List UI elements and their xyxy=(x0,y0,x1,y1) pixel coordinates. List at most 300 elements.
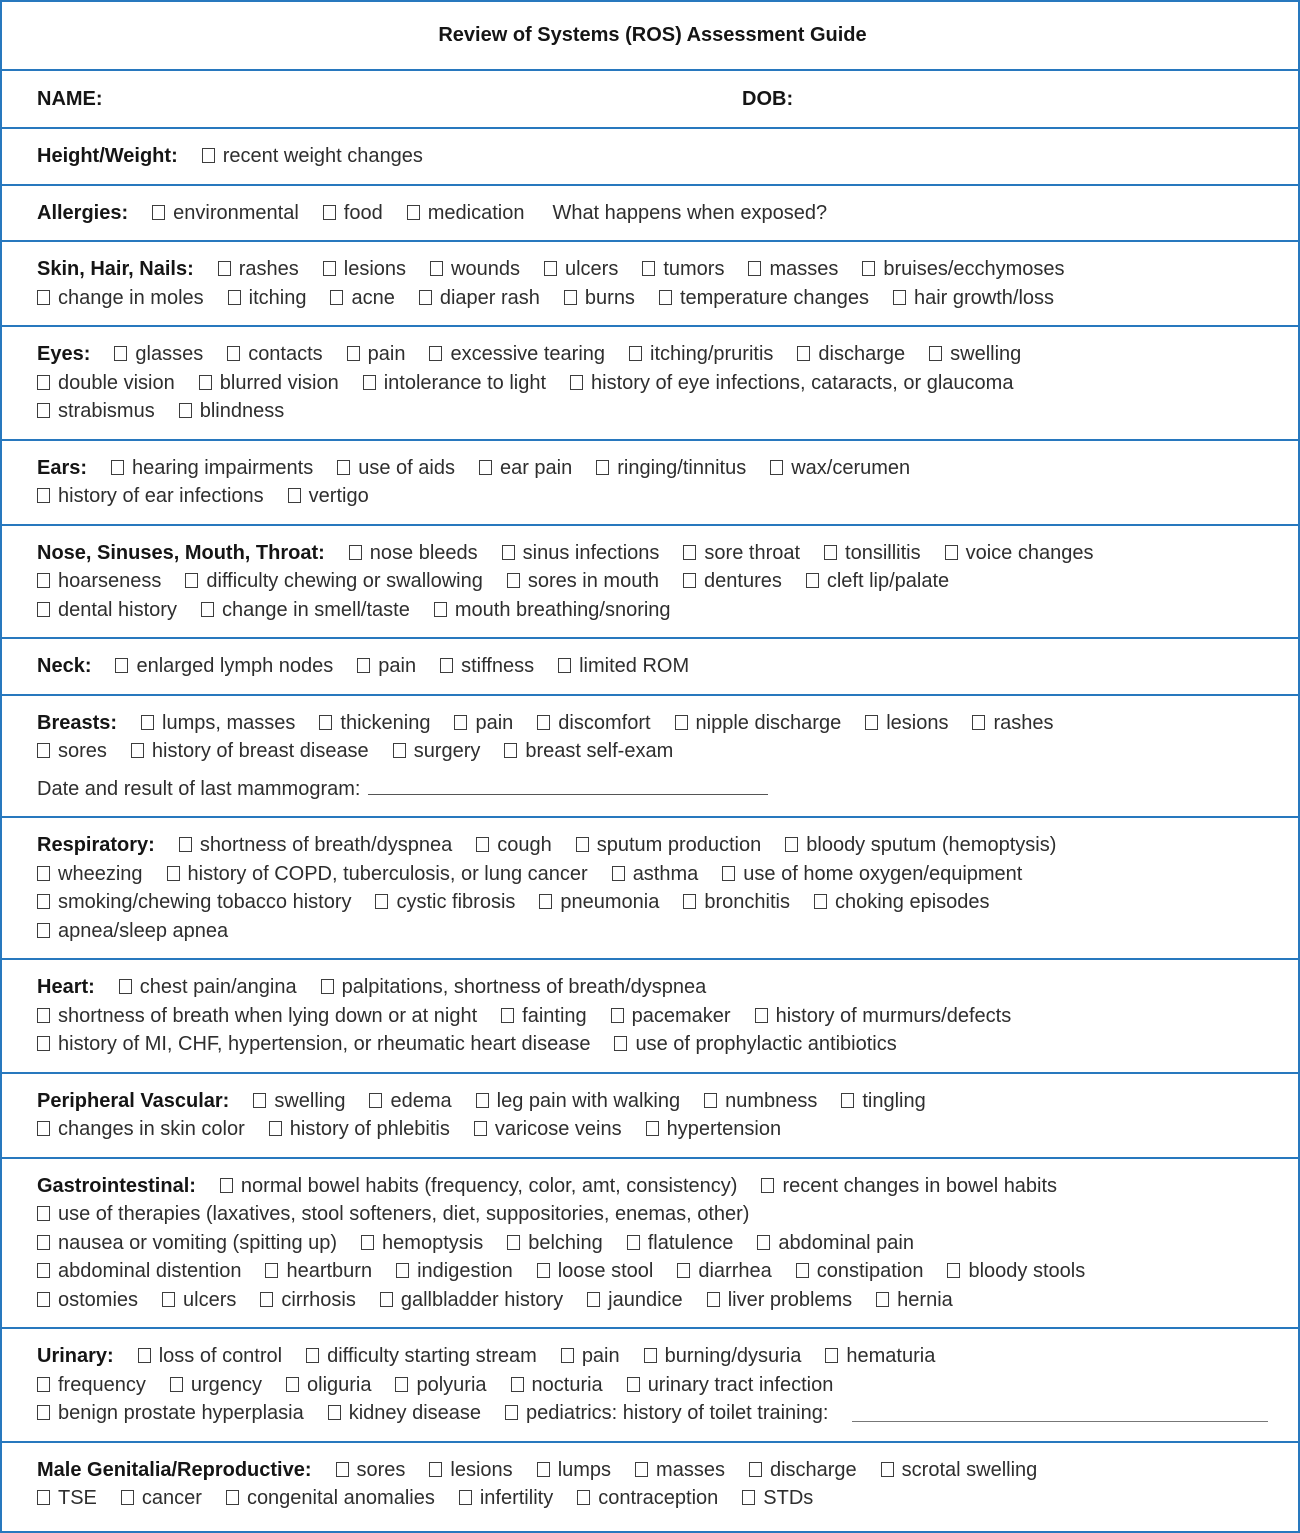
checkbox[interactable] xyxy=(627,1235,640,1250)
checkbox[interactable] xyxy=(797,346,810,361)
ros-item xyxy=(167,860,588,889)
checkbox[interactable] xyxy=(396,1263,409,1278)
checkbox[interactable] xyxy=(537,715,550,730)
checkbox[interactable] xyxy=(37,1235,50,1250)
item-label: stiffness xyxy=(461,655,535,677)
checkbox[interactable] xyxy=(37,1490,50,1505)
ros-item xyxy=(162,1286,236,1315)
ros-item xyxy=(806,567,949,596)
checkbox[interactable] xyxy=(862,261,875,276)
checkbox[interactable] xyxy=(162,1292,175,1307)
checkbox[interactable] xyxy=(115,658,128,673)
checkbox[interactable] xyxy=(419,290,432,305)
checkbox[interactable] xyxy=(635,1462,648,1477)
checkbox[interactable] xyxy=(361,1235,374,1250)
ros-item xyxy=(361,1229,483,1258)
checkbox[interactable] xyxy=(220,1178,233,1193)
checkbox[interactable] xyxy=(369,1093,382,1108)
checkbox-line xyxy=(37,199,1268,228)
checkbox[interactable] xyxy=(167,866,180,881)
checkbox-line xyxy=(37,917,1268,946)
item-label: asthma xyxy=(632,862,699,885)
checkbox[interactable] xyxy=(785,837,798,852)
item-label: bronchitis xyxy=(704,891,790,913)
checkbox[interactable] xyxy=(337,460,350,475)
item-label: ear pain xyxy=(499,456,573,479)
checkbox[interactable] xyxy=(683,894,696,909)
ros-item xyxy=(37,1229,337,1258)
ros-item xyxy=(476,1087,680,1116)
checkbox[interactable] xyxy=(507,573,520,588)
checkbox[interactable] xyxy=(253,1093,266,1108)
checkbox[interactable] xyxy=(323,261,336,276)
ros-item xyxy=(138,1342,282,1371)
checkbox-line xyxy=(37,709,1268,738)
checkbox-line xyxy=(37,1371,1268,1400)
checkbox[interactable] xyxy=(347,346,360,361)
ros-item xyxy=(227,340,322,369)
item-label: history of phlebitis xyxy=(289,1118,450,1140)
item-label: smoking/chewing tobacco history xyxy=(58,891,352,913)
checkbox[interactable] xyxy=(37,1263,50,1278)
checkbox[interactable] xyxy=(476,837,489,852)
item-label: swelling xyxy=(950,343,1022,365)
checkbox[interactable] xyxy=(757,1235,770,1250)
checkbox[interactable] xyxy=(37,1405,50,1420)
ros-item xyxy=(111,454,313,483)
checkbox[interactable] xyxy=(587,1292,600,1307)
item-label: cough xyxy=(497,834,552,856)
ros-item xyxy=(476,831,552,860)
checkbox[interactable] xyxy=(893,290,906,305)
item-label: flatulence xyxy=(647,1231,734,1254)
item-label: numbness xyxy=(725,1089,818,1112)
checkbox[interactable] xyxy=(179,837,192,852)
checkbox-line xyxy=(37,1200,1268,1229)
checkbox-line xyxy=(37,596,1268,625)
checkbox[interactable] xyxy=(642,261,655,276)
ros-item xyxy=(814,888,990,917)
item-label: indigestion xyxy=(417,1260,513,1282)
item-label: temperature changes xyxy=(679,286,869,309)
item-label: oliguria xyxy=(307,1373,372,1396)
ros-item xyxy=(269,1115,450,1144)
ros-item xyxy=(306,1342,537,1371)
checkbox[interactable] xyxy=(629,346,642,361)
checkbox[interactable] xyxy=(770,460,783,475)
checkbox[interactable] xyxy=(429,346,442,361)
checkbox[interactable] xyxy=(37,1121,50,1136)
item-label: bloody stools xyxy=(968,1260,1086,1282)
checkbox[interactable] xyxy=(876,1292,889,1307)
item-label: itching xyxy=(248,286,307,309)
ros-item xyxy=(321,973,707,1002)
item-label: gallbladder history xyxy=(400,1288,564,1311)
ros-item xyxy=(504,737,673,766)
ros-item xyxy=(218,255,299,284)
checkbox[interactable] xyxy=(749,1462,762,1477)
checkbox[interactable] xyxy=(269,1121,282,1136)
item-label: tonsillitis xyxy=(845,541,921,564)
checkbox[interactable] xyxy=(37,743,50,758)
item-label: discharge xyxy=(818,343,906,365)
item-label: lesions xyxy=(450,1458,513,1481)
ros-item xyxy=(570,369,1013,398)
item-label: voice changes xyxy=(965,541,1094,564)
checkbox[interactable] xyxy=(929,346,942,361)
checkbox[interactable] xyxy=(37,1206,50,1221)
checkbox[interactable] xyxy=(454,715,467,730)
checkbox[interactable] xyxy=(611,1008,624,1023)
checkbox[interactable] xyxy=(37,923,50,938)
checkbox[interactable] xyxy=(502,545,515,560)
item-label: history of eye infections, cataracts, or glaucoma xyxy=(591,371,1014,394)
item-label: history of breast disease xyxy=(151,740,369,762)
checkbox[interactable] xyxy=(407,205,420,220)
checkbox[interactable] xyxy=(544,261,557,276)
checkbox[interactable] xyxy=(375,894,388,909)
checkbox[interactable] xyxy=(501,1008,514,1023)
ros-item xyxy=(862,255,1064,284)
checkbox[interactable] xyxy=(37,894,50,909)
item-label: lesions xyxy=(343,258,407,280)
section-label: Skin, Hair, Nails: xyxy=(37,258,194,280)
checkbox[interactable] xyxy=(138,1348,151,1363)
item-label: scrotal swelling xyxy=(901,1458,1038,1481)
checkbox[interactable] xyxy=(646,1121,659,1136)
checkbox[interactable] xyxy=(323,205,336,220)
ros-item xyxy=(881,1456,1038,1485)
item-label: constipation xyxy=(816,1260,924,1282)
ros-item xyxy=(201,596,410,625)
checkbox[interactable] xyxy=(393,743,406,758)
checkbox[interactable] xyxy=(121,1490,134,1505)
checkbox[interactable] xyxy=(659,290,672,305)
item-label: double vision xyxy=(58,371,175,394)
checkbox[interactable] xyxy=(947,1263,960,1278)
item-label: sore throat xyxy=(704,541,801,564)
ros-item xyxy=(119,973,297,1002)
item-label: dental history xyxy=(58,598,177,621)
checkbox[interactable] xyxy=(612,866,625,881)
ros-item xyxy=(349,539,478,568)
checkbox[interactable] xyxy=(564,290,577,305)
ros-item xyxy=(561,1342,620,1371)
section-label: Nose, Sinuses, Mouth, Throat: xyxy=(37,541,325,564)
checkbox[interactable] xyxy=(357,658,370,673)
checkbox[interactable] xyxy=(185,573,198,588)
checkbox[interactable] xyxy=(459,1490,472,1505)
section-label: Male Genitalia/Reproductive: xyxy=(37,1458,312,1481)
ros-item xyxy=(742,1484,813,1513)
checkbox[interactable] xyxy=(218,261,231,276)
checkbox[interactable] xyxy=(286,1377,299,1392)
ros-item xyxy=(357,652,416,681)
checkbox[interactable] xyxy=(576,837,589,852)
checkbox[interactable] xyxy=(511,1377,524,1392)
checkbox[interactable] xyxy=(434,602,447,617)
checkbox[interactable] xyxy=(561,1348,574,1363)
checkbox[interactable] xyxy=(814,894,827,909)
checkbox[interactable] xyxy=(199,375,212,390)
checkbox[interactable] xyxy=(330,290,343,305)
checkbox[interactable] xyxy=(627,1377,640,1392)
item-label: history of COPD, tuberculosis, or lung cancer xyxy=(187,862,588,885)
checkbox[interactable] xyxy=(349,545,362,560)
ros-item xyxy=(37,567,161,596)
checkbox-line xyxy=(37,831,1268,860)
item-label: bloody sputum (hemoptysis) xyxy=(806,834,1057,856)
ros-item xyxy=(226,1484,435,1513)
section-ears xyxy=(2,441,1298,526)
ros-item xyxy=(328,1399,481,1428)
ros-item xyxy=(629,340,773,369)
checkbox[interactable] xyxy=(319,715,332,730)
checkbox[interactable] xyxy=(504,743,517,758)
checkbox[interactable] xyxy=(476,1093,489,1108)
fill-in-label: Date and result of last mammogram: xyxy=(37,777,361,800)
checkbox[interactable] xyxy=(825,1348,838,1363)
item-label: acne xyxy=(351,286,395,309)
ros-item xyxy=(507,567,659,596)
checkbox[interactable] xyxy=(505,1405,518,1420)
ros-item xyxy=(37,1286,138,1315)
checkbox[interactable] xyxy=(37,602,50,617)
checkbox[interactable] xyxy=(119,979,132,994)
item-label: difficulty starting stream xyxy=(327,1345,537,1367)
checkbox[interactable] xyxy=(614,1036,627,1051)
ros-item xyxy=(319,709,430,738)
item-label: blindness xyxy=(199,400,285,422)
checkbox[interactable] xyxy=(265,1263,278,1278)
checkbox[interactable] xyxy=(596,460,609,475)
item-label: change in smell/taste xyxy=(221,598,410,621)
ros-item xyxy=(797,340,905,369)
checkbox[interactable] xyxy=(227,346,240,361)
ros-item xyxy=(179,831,452,860)
checkbox[interactable] xyxy=(260,1292,273,1307)
ros-item xyxy=(37,397,155,426)
item-label: shortness of breath/dyspnea xyxy=(199,834,453,856)
checkbox[interactable] xyxy=(704,1093,717,1108)
item-label: rashes xyxy=(993,711,1054,734)
checkbox[interactable] xyxy=(881,1462,894,1477)
checkbox[interactable] xyxy=(841,1093,854,1108)
checkbox[interactable] xyxy=(380,1292,393,1307)
item-label: mouth breathing/snoring xyxy=(454,598,671,621)
checkbox[interactable] xyxy=(179,403,192,418)
fill-in-line[interactable] xyxy=(368,774,768,795)
item-label: masses xyxy=(769,258,839,280)
ros-item xyxy=(611,1002,731,1031)
item-label: hernia xyxy=(897,1288,953,1311)
checkbox[interactable] xyxy=(395,1377,408,1392)
item-label: burns xyxy=(584,286,635,309)
checkbox-line xyxy=(37,397,1268,426)
item-label: tumors xyxy=(663,258,725,280)
ros-item xyxy=(37,482,264,511)
checkbox-line xyxy=(37,482,1268,511)
item-label: abdominal distention xyxy=(58,1260,242,1282)
checkbox[interactable] xyxy=(429,1462,442,1477)
section-label: Ears: xyxy=(37,456,88,479)
checkbox[interactable] xyxy=(806,573,819,588)
checkbox[interactable] xyxy=(796,1263,809,1278)
item-label: cleft lip/palate xyxy=(826,570,950,592)
item-label: hypertension xyxy=(666,1118,782,1140)
checkbox[interactable] xyxy=(37,1292,50,1307)
item-label: palpitations, shortness of breath/dyspnea xyxy=(341,976,707,998)
section-label: Neck: xyxy=(37,655,92,677)
checkbox[interactable] xyxy=(742,1490,755,1505)
name-label: NAME: xyxy=(37,87,103,110)
checkbox[interactable] xyxy=(507,1235,520,1250)
checkbox[interactable] xyxy=(577,1490,590,1505)
checkbox[interactable] xyxy=(539,894,552,909)
checkbox[interactable] xyxy=(945,545,958,560)
item-label: pain xyxy=(367,343,406,365)
ros-item xyxy=(577,1484,718,1513)
checkbox[interactable] xyxy=(37,1036,50,1051)
checkbox[interactable] xyxy=(683,545,696,560)
ros-item xyxy=(459,1484,553,1513)
ros-item xyxy=(558,652,689,681)
checkbox[interactable] xyxy=(558,658,571,673)
dob-label: DOB: xyxy=(742,87,794,110)
item-label: hair growth/loss xyxy=(913,286,1055,309)
ros-item xyxy=(474,1115,622,1144)
checkbox[interactable] xyxy=(37,290,50,305)
checkbox[interactable] xyxy=(440,658,453,673)
checkbox[interactable] xyxy=(474,1121,487,1136)
item-label: sores xyxy=(58,740,107,762)
name-dob-row xyxy=(2,71,1298,130)
checkbox[interactable] xyxy=(761,1178,774,1193)
checkbox-line xyxy=(37,1286,1268,1315)
section-height-weight xyxy=(2,129,1298,186)
checkbox[interactable] xyxy=(131,743,144,758)
ros-item xyxy=(677,1257,771,1286)
checkbox[interactable] xyxy=(328,1405,341,1420)
checkbox[interactable] xyxy=(707,1292,720,1307)
checkbox[interactable] xyxy=(226,1490,239,1505)
checkbox[interactable] xyxy=(363,375,376,390)
ros-item xyxy=(37,1002,477,1031)
checkbox[interactable] xyxy=(202,148,215,163)
section-allergies xyxy=(2,186,1298,243)
item-label: hoarseness xyxy=(58,570,162,592)
item-label: hearing impairments xyxy=(132,456,314,479)
item-label: pain xyxy=(378,655,417,677)
ros-item xyxy=(537,709,650,738)
ros-item xyxy=(537,1257,654,1286)
item-label: difficulty chewing or swallowing xyxy=(206,570,483,592)
ros-item xyxy=(564,284,635,313)
checkbox[interactable] xyxy=(170,1377,183,1392)
checkbox[interactable] xyxy=(228,290,241,305)
checkbox[interactable] xyxy=(972,715,985,730)
item-label: diaper rash xyxy=(439,286,540,309)
checkbox[interactable] xyxy=(321,979,334,994)
checkbox[interactable] xyxy=(755,1008,768,1023)
checkbox[interactable] xyxy=(201,602,214,617)
checkbox[interactable] xyxy=(114,346,127,361)
ros-item xyxy=(434,596,671,625)
ros-item xyxy=(825,1342,935,1371)
ros-item xyxy=(587,1286,683,1315)
section-label: Eyes: xyxy=(37,343,91,365)
checkbox-line xyxy=(37,567,1268,596)
checkbox[interactable] xyxy=(865,715,878,730)
ros-item xyxy=(393,737,481,766)
item-label: lesions xyxy=(886,711,949,734)
ros-item xyxy=(642,255,724,284)
ros-item xyxy=(865,709,948,738)
checkbox[interactable] xyxy=(37,375,50,390)
checkbox[interactable] xyxy=(748,261,761,276)
form-title: Review of Systems (ROS) Assessment Guide xyxy=(2,2,1298,71)
checkbox[interactable] xyxy=(430,261,443,276)
checkbox[interactable] xyxy=(37,488,50,503)
checkbox[interactable] xyxy=(288,488,301,503)
checkbox[interactable] xyxy=(570,375,583,390)
item-label: edema xyxy=(390,1089,452,1112)
ros-item xyxy=(115,652,333,681)
checkbox[interactable] xyxy=(141,715,154,730)
item-label: cystic fibrosis xyxy=(396,891,516,913)
checkbox[interactable] xyxy=(37,866,50,881)
item-label: abdominal pain xyxy=(778,1231,914,1254)
checkbox[interactable] xyxy=(675,715,688,730)
checkbox[interactable] xyxy=(111,460,124,475)
checkbox-line xyxy=(37,1115,1268,1144)
ros-item xyxy=(363,369,546,398)
checkbox[interactable] xyxy=(677,1263,690,1278)
checkbox[interactable] xyxy=(37,1008,50,1023)
fill-in-line[interactable] xyxy=(852,1421,1268,1422)
item-label: lumps xyxy=(557,1458,612,1481)
checkbox[interactable] xyxy=(644,1348,657,1363)
checkbox[interactable] xyxy=(824,545,837,560)
checkbox[interactable] xyxy=(37,1377,50,1392)
checkbox[interactable] xyxy=(683,573,696,588)
section-label: Peripheral Vascular: xyxy=(37,1089,230,1112)
item-label: benign prostate hyperplasia xyxy=(58,1402,304,1424)
ros-item xyxy=(755,1002,1012,1031)
checkbox-line xyxy=(37,737,1268,766)
ros-item xyxy=(336,1456,406,1485)
checkbox[interactable] xyxy=(537,1263,550,1278)
checkbox[interactable] xyxy=(722,866,735,881)
ros-item xyxy=(635,1456,725,1485)
item-label: chest pain/angina xyxy=(139,976,297,998)
checkbox[interactable] xyxy=(37,573,50,588)
checkbox[interactable] xyxy=(336,1462,349,1477)
checkbox[interactable] xyxy=(306,1348,319,1363)
checkbox[interactable] xyxy=(152,205,165,220)
ros-item xyxy=(199,369,339,398)
ros-item xyxy=(407,199,525,228)
section-peripheral-vascular xyxy=(2,1074,1298,1159)
section-eyes xyxy=(2,327,1298,441)
item-label: frequency xyxy=(58,1373,146,1396)
section-label: Urinary: xyxy=(37,1345,114,1367)
checkbox[interactable] xyxy=(479,460,492,475)
checkbox[interactable] xyxy=(37,403,50,418)
checkbox[interactable] xyxy=(537,1462,550,1477)
item-label: apnea/sleep apnea xyxy=(58,919,229,942)
item-label: heartburn xyxy=(286,1260,373,1282)
